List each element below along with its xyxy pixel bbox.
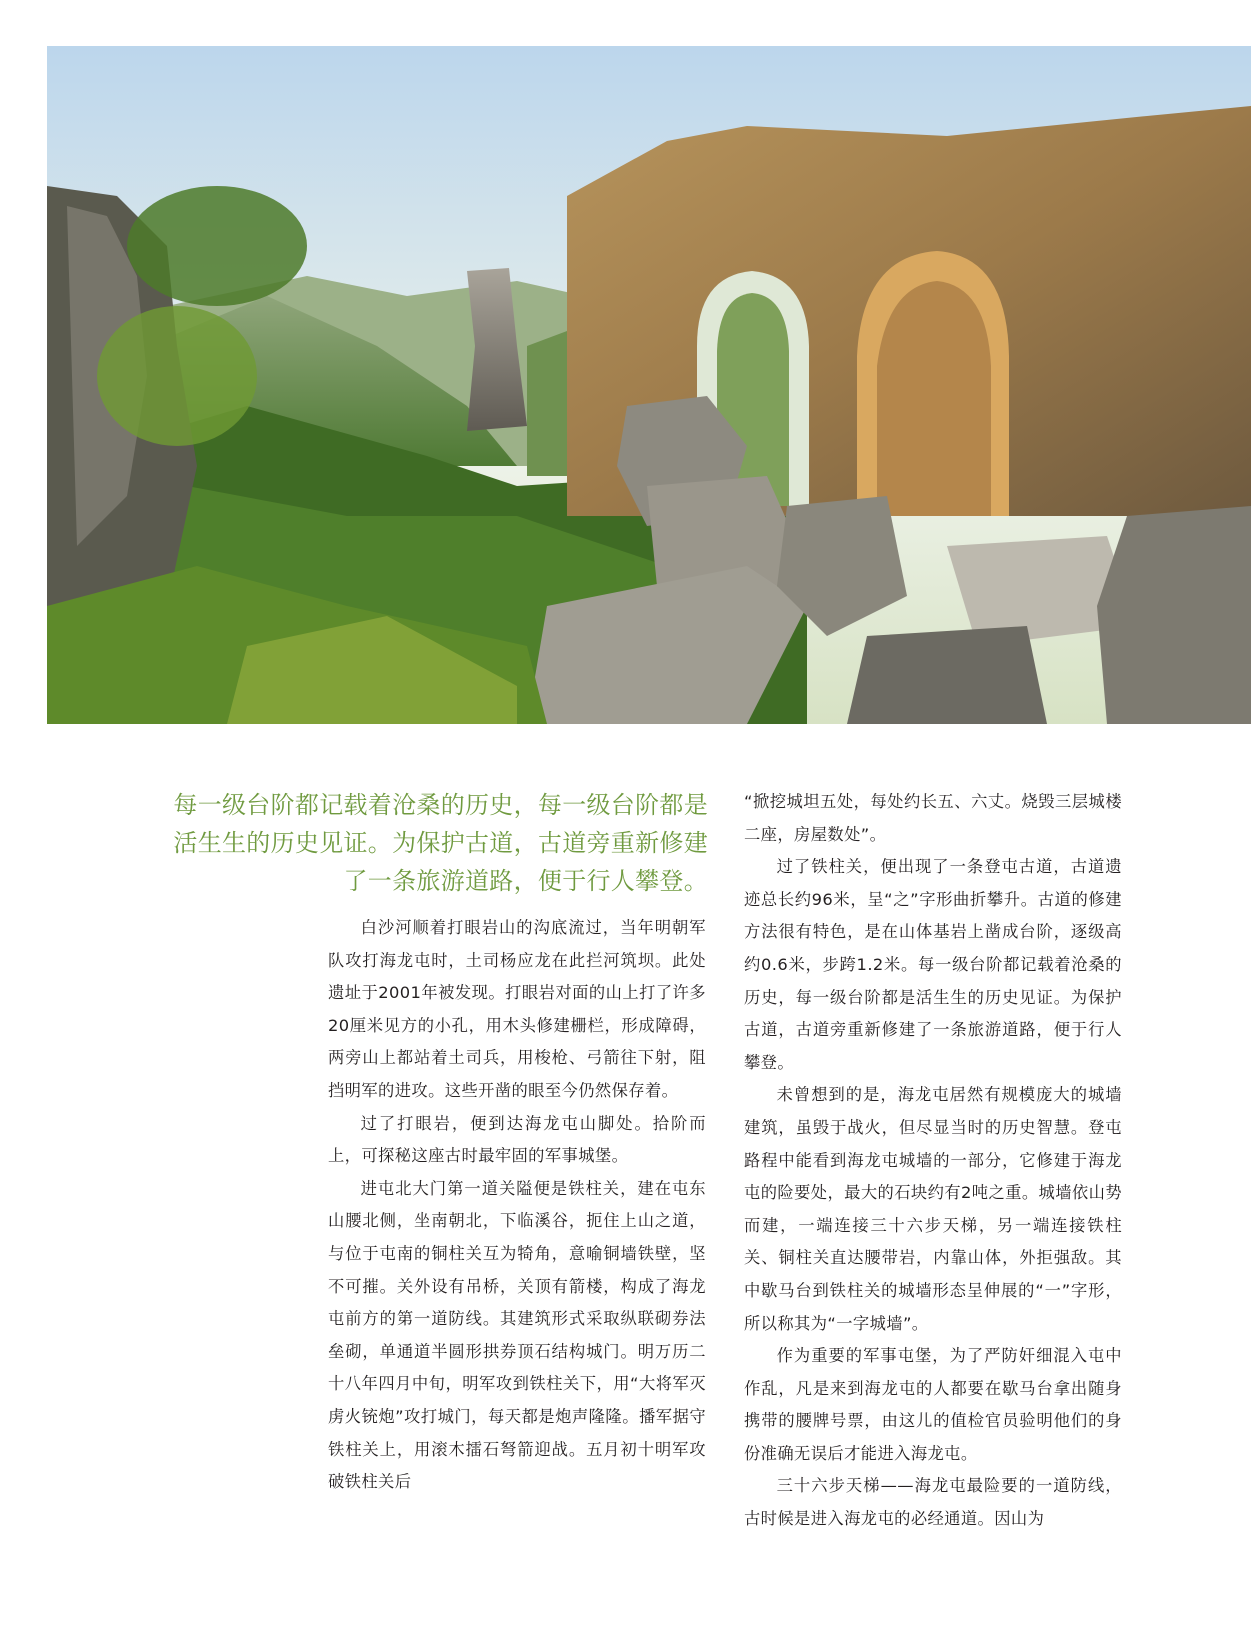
paragraph: 过了铁柱关，便出现了一条登屯古道，古道遗迹总长约96米，呈“之”字形曲折攀升。古道的修建方法很有特色，是在山体基岩上凿成台阶，逐级高约0.6米，步跨1.2米。每一级台阶都记载着沧桑的历史，每一级台阶都是活生生的历史见证。为保护古道，古道旁重新修建了一条旅游道路，便于行人攀登。 [744,857,1122,1072]
paragraph: 作为重要的军事屯堡，为了严防奸细混入屯中作乱，凡是来到海龙屯的人都要在歇马台拿出随身携带的腰牌号票，由这儿的值检官员验明他们的身份准确无误后才能进入海龙屯。 [744,1346,1122,1463]
paragraph-continuation: “掀挖城坦五处，每处约长五、六丈。烧毁三层城楼二座，房屋数处”。 [744,792,1122,844]
paragraph: 进屯北大门第一道关隘便是铁柱关，建在屯东山腰北侧，坐南朝北，下临溪谷，扼住上山之道，与位于屯南的铜柱关互为犄角，意喻铜墙铁壁，坚不可摧。关外设有吊桥，关顶有箭楼，构成了海龙屯前方的第一道防线。其建筑形式采取纵联砌券法垒砌，单通道半圆形拱券顶石结构城门。明万历二十八年四月中旬，明军攻到铁柱关下，用“大将军灭虏火铳炮”攻打城门，每天都是炮声隆隆。播军据守铁柱关上，用滚木擂石弩箭迎战。五月初十明军攻破铁柱关后 [328,1178,706,1492]
article-column-right [744,786,1122,1536]
pull-quote: 每一级台阶都记载着沧桑的历史，每一级台阶都是活生生的历史见证。为保护古道，古道旁重新修建了一条旅游道路，便于行人攀登。 [173,791,708,895]
article-column-left [328,912,706,1499]
fortress-ruins-illustration [47,46,1251,724]
paragraph: 三十六步天梯——海龙屯最险要的一道防线，古时候是进入海龙屯的必经通道。因山为 [744,1476,1122,1529]
paragraph: 未曾想到的是，海龙屯居然有规模庞大的城墙建筑，虽毁于战火，但尽显当时的历史智慧。登屯路程中能看到海龙屯城墙的一部分，它修建于海龙屯的险要处，最大的石块约有2吨之重。城墙依山势而建，一端连接三十六步天梯，另一端连接铁柱关、铜柱关直达腰带岩，内靠山体，外拒强敌。其中歇马台到铁柱关的城墙形态呈伸展的“一”字形，所以称其为“一字城墙”。 [744,1085,1122,1333]
paragraph: 白沙河顺着打眼岩山的沟底流过，当年明朝军队攻打海龙屯时，土司杨应龙在此拦河筑坝。此处遗址于2001年被发现。打眼岩对面的山上打了许多20厘米见方的小孔，用木头修建栅栏，形成障碍，两旁山上都站着土司兵，用梭枪、弓箭往下射，阻挡明军的进攻。这些开凿的眼至今仍然保存着。 [328,918,706,1100]
paragraph: 过了打眼岩，便到达海龙屯山脚处。拾阶而上，可探秘这座古时最牢固的军事城堡。 [328,1113,706,1166]
hero-photo [47,46,1251,724]
